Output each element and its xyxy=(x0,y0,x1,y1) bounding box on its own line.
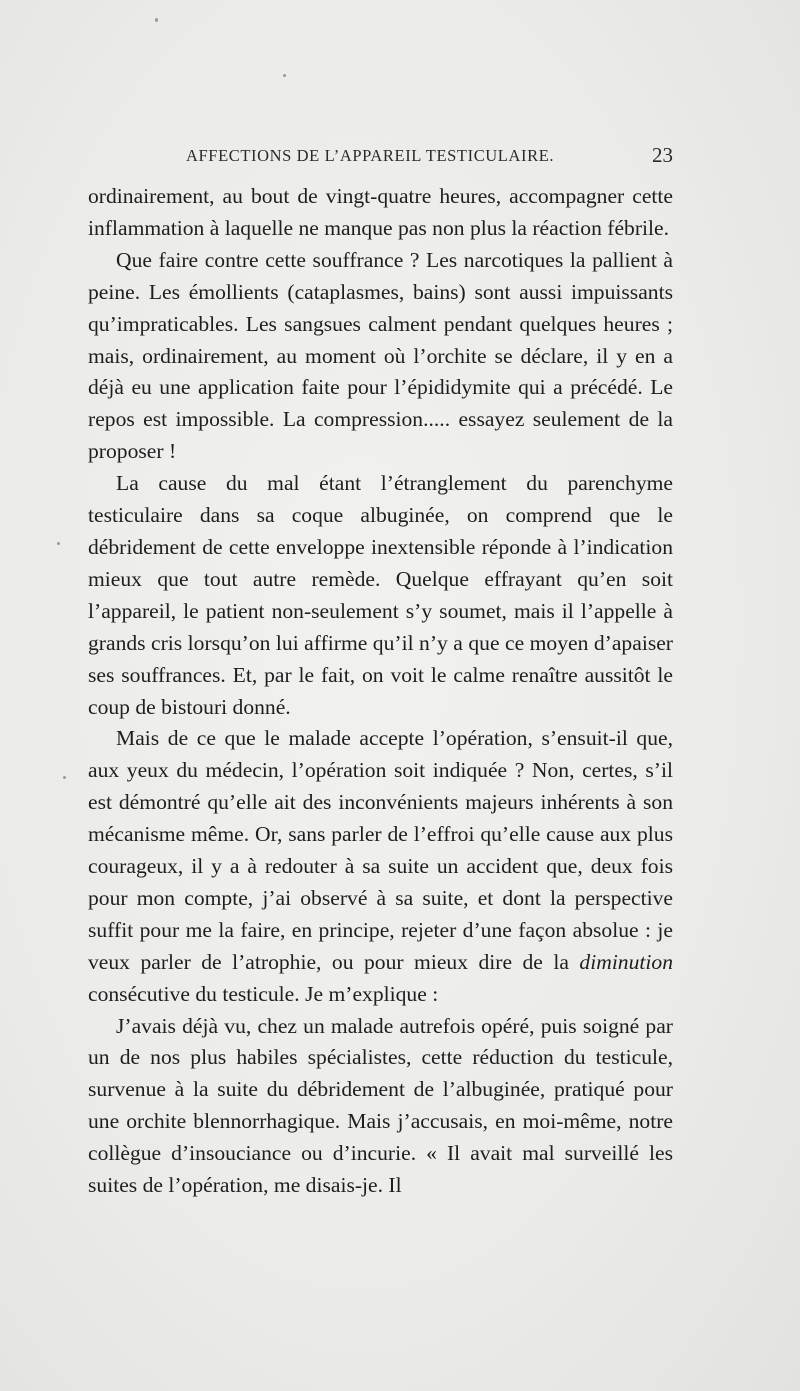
page-number: 23 xyxy=(652,143,673,167)
paragraph: J’avais déjà vu, chez un malade autrefois opéré, puis soigné par un de nos plus habiles spécialistes, cette réduction du testicule, survenue à la suite du débridement de l’albuginée, pratiqué pour une orchite blennorrhagique. Mais j’accusais, en moi-même, notre collègue d’insouciance ou d’incurie. « Il avait mal surveillé les suites de l’opération, me disais-je. Il xyxy=(88,1013,673,1198)
paragraph: Que faire contre cette souffrance ? Les narcotiques la pallient à peine. Les émollients (cataplasmes, bains) sont aussi impuissants qu’impraticables. Les sangsues calment pendant quelques heures ; mais, ordinairement, au moment où l’orchite se déclare, il y en a déjà eu une application faite pour l’épididymite qui a précédé. Le repos est impossible. La compression..... essayez seulement de la proposer ! xyxy=(88,247,673,464)
paragraph-text: consécutive du testicule. Je m’explique : xyxy=(88,981,439,1006)
paragraph-text: Mais de ce que le malade accepte l’opération, s’ensuit-il que, aux yeux du médecin, l’opération soit indiquée ? Non, certes, s’il est démontré qu’elle ait des inconvénients majeurs inhérents à son mécanisme même. Or, sans parler de l’effroi qu’elle cause aux plus courageux, il y a à redouter à sa suite un accident que, deux fois pour mon compte, j’ai observé à sa suite, et dont la perspective suffit pour me la faire, en principe, rejeter d’une façon absolue : je veux parler de l’atrophie, ou pour mieux dire de la xyxy=(88,726,673,974)
emphasized-word: diminution xyxy=(579,949,673,974)
paragraph: La cause du mal étant l’étranglement du parenchyme testiculaire dans sa coque albuginée, on comprend que le débridement de cette enveloppe inextensible réponde à l’indication mieux que tout autre remède. Quelque effrayant qu’en soit l’appareil, le patient non-seulement s’y soumet, mais il l’appelle à grands cris lorsqu’on lui affirme qu’il n’y a que ce moyen d’apaiser ses souffrances. Et, par le fait, on voit le calme renaître aussitôt le coup de bistouri donné. xyxy=(88,471,673,719)
running-header xyxy=(88,143,673,178)
paragraph: ordinairement, au bout de vingt-quatre heures, accompagner cette inflammation à laquelle ne manque pas non plus la réaction fébrile. xyxy=(88,184,673,240)
paper-speck xyxy=(63,776,66,779)
paper-speck xyxy=(283,74,286,77)
paragraph xyxy=(88,723,673,1010)
paper-speck xyxy=(155,18,158,22)
paper-speck xyxy=(57,542,60,545)
running-title: AFFECTIONS DE L’APPAREIL TESTICULAIRE. xyxy=(186,146,555,165)
body-text xyxy=(88,181,673,1202)
